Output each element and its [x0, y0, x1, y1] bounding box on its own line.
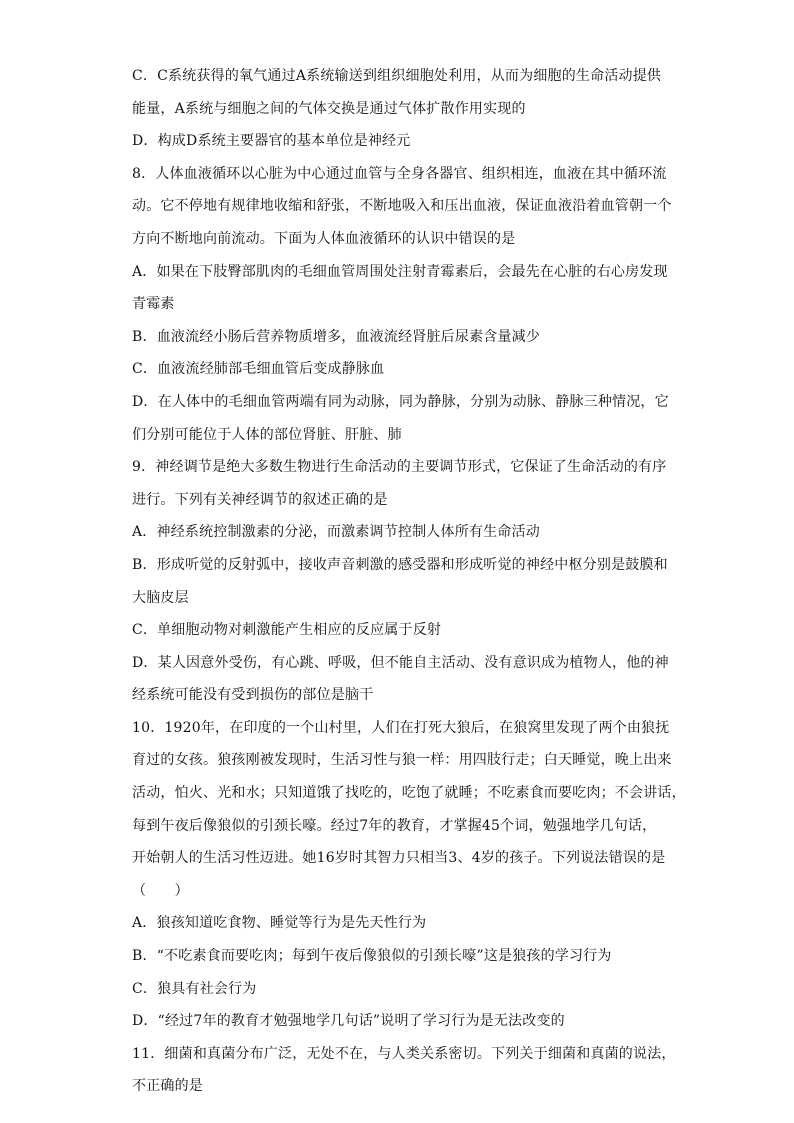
- question-8-line-3: 方向不断地向前流动。下面为人体血液循环的认识中错误的是: [132, 230, 516, 247]
- q9-option-d-line-2: 经系统可能没有受到损伤的部位是脑干: [132, 687, 374, 704]
- q8-option-a-line-2: 青霉素: [132, 296, 175, 313]
- question-10-line-5: 开始朝人的生活习性迈进。她16岁时其智力只相当3、4岁的孩子。下列说法错误的是: [132, 850, 666, 867]
- question-8-line-2: 动。它不停地有规律地收缩和舒张，不断地吸入和压出血液，保证血液沿着血管朝一个: [132, 198, 672, 215]
- option-c-line-2: 能量，A系统与细胞之间的气体交换是通过气体扩散作用实现的: [132, 100, 526, 117]
- q8-option-b: B．血液流经小肠后营养物质增多，血液流经肾脏后尿素含量减少: [132, 328, 541, 345]
- q10-option-c: C．狼具有社会行为: [132, 980, 257, 997]
- document-page: [132, 64, 686, 1099]
- question-10-line-4: 每到午夜后像狼似的引颈长嚎。经过7年的教育，才掌握45个词，勉强地学几句话，: [132, 817, 657, 834]
- q8-option-c: C．血液流经肺部毛细血管后变成静脉血: [132, 361, 385, 378]
- q9-option-d-line-1: D．某人因意外受伤，有心跳、呼吸，但不能自主活动、没有意识成为植物人，他的神: [132, 654, 669, 671]
- question-10-line-1: 10．1920年，在印度的一个山村里，人们在打死大狼后，在狼窝里发现了两个由狼抚: [132, 719, 670, 736]
- question-10-line-2: 育过的女孩。狼孩刚被发现时，生活习性与狼一样：用四肢行走；白天睡觉，晚上出来: [132, 752, 672, 769]
- q9-option-c: C．单细胞动物对刺激能产生相应的反应属于反射: [132, 622, 442, 639]
- question-10-answer-blank: （ ）: [132, 882, 189, 899]
- question-8-line-1: 8．人体血液循环以心脏为中心通过血管与全身各器官、组织相连，血液在其中循环流: [132, 165, 667, 182]
- question-9-line-1: 9．神经调节是绝大多数生物进行生命活动的主要调节形式，它保证了生命活动的有序: [132, 459, 667, 476]
- q8-option-d-line-1: D．在人体中的毛细血管两端有同为动脉，同为静脉，分别为动脉、静脉三种情况，它: [132, 393, 669, 410]
- option-d: D．构成D系统主要器官的基本单位是神经元: [132, 133, 411, 150]
- option-c-line-1: C．C系统获得的氧气通过A系统输送到组织细胞处利用，从而为细胞的生命活动提供: [132, 68, 662, 84]
- question-10-line-3: 活动，怕火、光和水；只知道饿了找吃的，吃饱了就睡；不吃素食而要吃肉；不会讲话，: [132, 785, 686, 802]
- q8-option-d-line-2: 们分别可能位于人体的部位肾脏、肝脏、肺: [132, 426, 402, 443]
- question-11-line-1: 11．细菌和真菌分布广泛，无处不在，与人类关系密切。下列关于细菌和真菌的说法，: [132, 1045, 676, 1062]
- q9-option-b-line-2: 大脑皮层: [132, 589, 189, 606]
- q9-option-b-line-1: B．形成听觉的反射弧中，接收声音刺激的感受器和形成听觉的神经中枢分别是鼓膜和: [132, 556, 668, 573]
- q9-option-a: A．神经系统控制激素的分泌，而激素调节控制人体所有生命活动: [132, 524, 540, 541]
- q10-option-a: A．狼孩知道吃食物、睡觉等行为是先天性行为: [132, 915, 427, 932]
- question-11-line-2: 不正确的是: [132, 1078, 203, 1095]
- question-9-line-2: 进行。下列有关神经调节的叙述正确的是: [132, 491, 388, 508]
- q10-option-d: D．“经过7年的教育才勉强地学几句话”说明了学习行为是无法改变的: [132, 1013, 565, 1030]
- q8-option-a-line-1: A．如果在下肢臀部肌肉的毛细血管周围处注射青霉素后，会最先在心脏的右心房发现: [132, 263, 668, 280]
- q10-option-b: B．“不吃素食而要吃肉；每到午夜后像狼似的引颈长嚎”这是狼孩的学习行为: [132, 948, 612, 965]
